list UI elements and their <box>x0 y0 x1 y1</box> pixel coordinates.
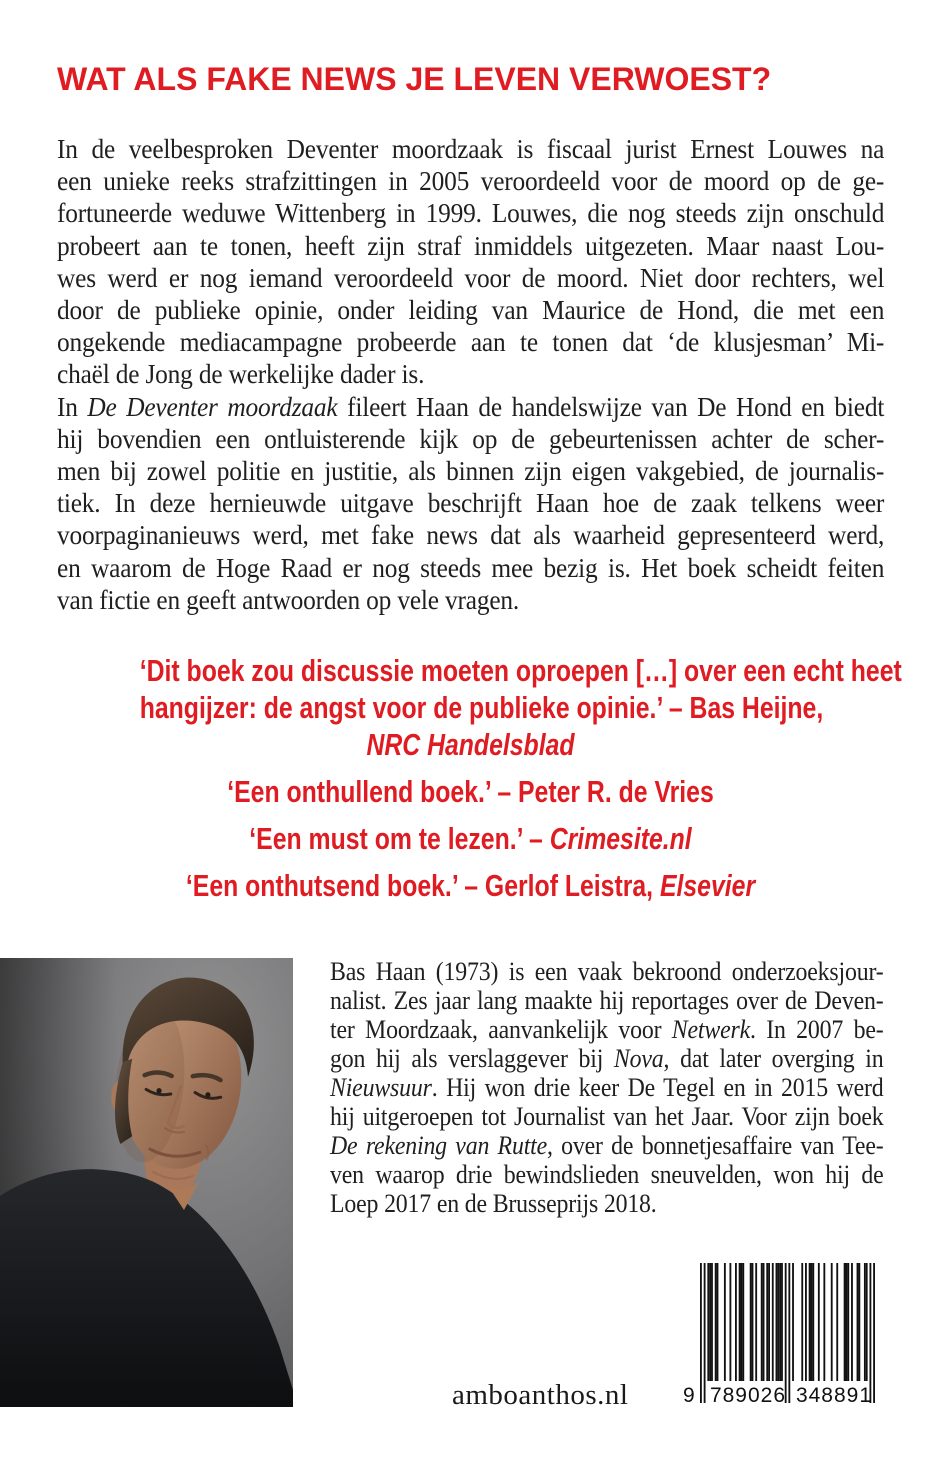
text-line: hij uitgeroepen tot Journalist van het Jaar. Voor zijn boek <box>330 1101 884 1131</box>
text-line: voorpaginanieuws werd, met fake news dat als waarheid gepresenteerd werd, <box>57 520 885 551</box>
text-line: ongekende mediacampagne probeerde aan te tonen dat ‘de klusjesman’ Mi- <box>57 327 885 358</box>
barcode-digit-first: 9 <box>683 1384 695 1407</box>
text-line: ‘Een onthutsend boek.’ – Gerlof Leistra, Elsevier <box>185 868 756 903</box>
text-line: van fictie en geeft antwoorden op vele vragen. <box>57 584 520 615</box>
text-line: In de veelbesproken Deventer moordzaak is fiscaal jurist Ernest Louwes na <box>57 134 885 164</box>
barcode-group-2: 348891 <box>795 1384 873 1407</box>
text-line: Loep 2017 en de Brusseprijs 2018. <box>330 1188 657 1218</box>
barcode-group-1: 789026 <box>709 1384 787 1407</box>
text-line: ven waarop drie bewindslieden sneuvelden, won hij de <box>330 1159 884 1189</box>
review-quote <box>57 773 884 810</box>
barcode-bars <box>700 1263 875 1403</box>
review-quote <box>57 820 884 857</box>
text-line: men bij zowel politie en justitie, als binnen zijn eigen vakgebied, de journalis- <box>57 456 885 487</box>
text-line: ter Moordzaak, aanvankelijk voor Netwerk. In 2007 be- <box>330 1014 884 1044</box>
text-line: chaël de Jong de werkelijke dader is. <box>57 359 425 390</box>
text-line: Bas Haan (1973) is een vaak bekroond onderzoeksjour- <box>330 956 884 986</box>
text-line: probeert aan te tonen, heeft zijn straf inmiddels uitgezeten. Maar naast Lou- <box>57 230 885 261</box>
text-line: ‘Een must om te lezen.’ – Crimesite.nl <box>249 821 692 856</box>
author-photo <box>0 958 293 1407</box>
text-line: een unieke reeks strafzittingen in 2005 veroordeeld voor de moord op de ge- <box>57 166 885 197</box>
text-line: ‘Dit boek zou discussie moeten oproepen […] over een echt heet <box>139 653 902 688</box>
text-line: door de publieke opinie, onder leiding van Maurice de Hond, die met een <box>57 295 885 326</box>
isbn-barcode <box>683 1263 875 1407</box>
text-line: hij bovendien een ontluisterende kijk op de gebeurtenissen achter de scher- <box>57 423 885 454</box>
text-line: ‘Een onthullend boek.’ – Peter R. de Vries <box>227 774 714 809</box>
publisher-website: amboanthos.nl <box>452 1379 629 1411</box>
text-line: hangijzer: de angst voor de publieke opinie.’ – Bas Heijne, <box>139 690 824 725</box>
text-line: en waarom de Hoge Raad er nog steeds mee bezig is. Het boek scheidt feiten <box>57 552 885 583</box>
synopsis-text <box>57 133 884 616</box>
review-quote <box>57 867 884 904</box>
text-line: Nieuwsuur. Hij won drie keer De Tegel en in 2015 werd <box>330 1072 884 1102</box>
text-line: De rekening van Rutte, over de bonnetjesaffaire van Tee- <box>330 1130 884 1160</box>
review-quote <box>57 652 902 763</box>
text-line: gon hij als verslaggever bij Nova, dat later overging in <box>330 1043 884 1073</box>
text-line: nalist. Zes jaar lang maakte hij reportages over de Deven- <box>330 985 884 1015</box>
barcode-digits <box>683 1384 875 1408</box>
text-line: wes werd er nog iemand veroordeeld voor de moord. Niet door rechters, wel <box>57 262 885 293</box>
text-line: NRC Handelsblad <box>366 727 575 762</box>
cover-title: WAT ALS FAKE NEWS JE LEVEN VERWOEST? <box>57 61 772 97</box>
review-quotes <box>57 652 902 914</box>
text-line: In De Deventer moordzaak fileert Haan de handelswijze van De Hond en biedt <box>57 391 885 422</box>
author-bio-text <box>330 957 884 1218</box>
text-line: fortuneerde weduwe Wittenberg in 1999. Louwes, die nog steeds zijn onschuld <box>57 198 885 229</box>
text-line: tiek. In deze hernieuwde uitgave beschrijft Haan hoe de zaak telkens weer <box>57 488 885 519</box>
